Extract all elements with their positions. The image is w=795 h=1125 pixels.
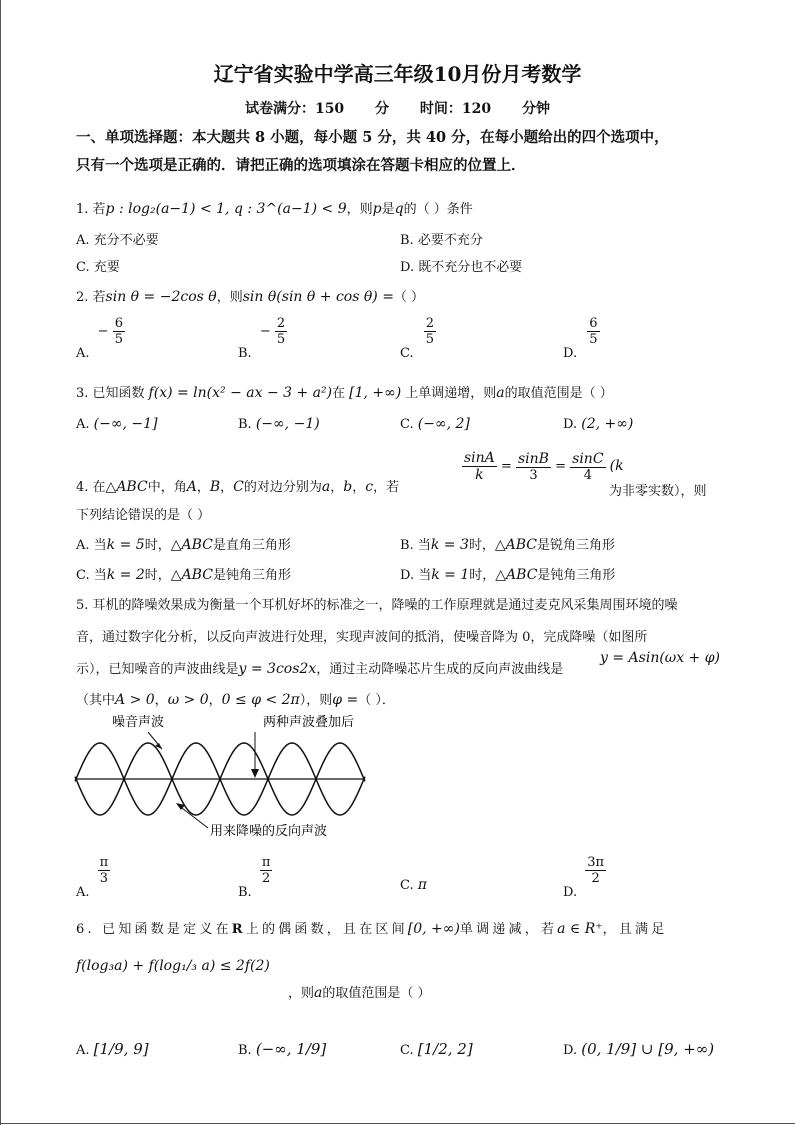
option-triangle: △ABC <box>170 537 213 553</box>
fraction-denominator: 5 <box>589 332 598 347</box>
ratio-tail: (k <box>609 458 624 474</box>
option-fraction <box>585 855 606 886</box>
option-sign: − <box>259 324 271 339</box>
q4-text-a: 中，角 <box>147 480 187 495</box>
q5-figure <box>70 712 370 847</box>
option-label: D. 当 <box>400 568 432 583</box>
fraction-denominator: 2 <box>261 871 271 886</box>
q5-option-c[interactable] <box>400 877 427 893</box>
option-when: 时， <box>468 538 495 553</box>
option-value: (−∞, −1) <box>255 416 320 432</box>
fraction-numerator: 3π <box>587 855 605 870</box>
q5-line4-prefix: （其中 <box>76 693 116 708</box>
option-label: A. <box>76 1043 90 1058</box>
option-result: 是钝角三角形 <box>537 568 616 583</box>
fraction-denominator: 5 <box>425 332 435 347</box>
q2-option-a[interactable] <box>76 316 125 361</box>
option-label: C. <box>400 1043 414 1058</box>
q4-prefix: 4. 在 <box>76 480 106 495</box>
q6-line1 <box>76 918 667 937</box>
q3-option-b[interactable] <box>238 416 320 432</box>
q5-noise-curve: y = 3cos2x <box>238 661 317 677</box>
option-when: 时， <box>144 538 171 553</box>
q5-option-d[interactable] <box>563 855 606 900</box>
fraction-denominator: 5 <box>114 332 123 347</box>
option-result: 是锐角三角形 <box>537 538 616 553</box>
fraction-numerator: π <box>99 855 109 870</box>
option-fraction <box>98 855 111 886</box>
q4-line2: 下列结论错误的是（ ） <box>76 508 211 523</box>
option-condition: k = 5 <box>106 537 145 553</box>
q6-line2-suffix: 的取值范围是（ ） <box>322 986 431 1001</box>
section-heading-line1: 一、单项选择题：本大题共 8 小题，每小题 5 分，共 40 分，在每小题给出的四个选项中， <box>76 129 669 146</box>
option-condition: k = 3 <box>430 537 469 553</box>
q6-interval: [0, +∞) <box>407 921 460 937</box>
option-triangle: △ABC <box>495 567 538 583</box>
q4-option-d[interactable] <box>400 564 615 583</box>
q5-condition-a: A > 0 <box>115 692 155 708</box>
q6-mid: 上的偶函数，且在区间 <box>245 922 408 937</box>
q4-angle-b: B <box>209 479 221 495</box>
option-result: 是直角三角形 <box>212 538 291 553</box>
q5-line3 <box>76 658 563 677</box>
fraction-numerator: π <box>261 855 271 870</box>
option-label: D. <box>563 417 578 432</box>
exam-info: 试卷满分：150 分 时间：120 分钟 <box>244 101 551 117</box>
q1-option-b[interactable]: B. 必要不充分 <box>400 233 483 248</box>
option-triangle: △ABC <box>170 567 213 583</box>
option-label: C. 当 <box>76 568 107 583</box>
q5-line1: 5. 耳机的降噪效果成为衡量一个耳机好坏的标准之一，降噪的工作原理就是通过麦克风采集周围环境的噪 <box>76 598 678 613</box>
q5-line4-suffix: （ ）． <box>358 693 395 708</box>
option-condition: k = 2 <box>106 567 145 583</box>
option-label: B. <box>238 885 252 900</box>
option-label: A. 当 <box>76 538 107 553</box>
q1-is: 是 <box>381 202 395 217</box>
fraction-denominator: 2 <box>591 871 600 886</box>
option-when: 时， <box>144 568 171 583</box>
q5-line3-prefix: 示），已知噪音的声波曲线是 <box>76 662 239 677</box>
fraction-denominator: k <box>475 467 484 483</box>
fraction-denominator: 3 <box>99 871 109 886</box>
q4-text-c: ，若 <box>373 480 400 495</box>
q2-expression: sin θ(sin θ + cos θ) = <box>242 289 394 305</box>
fraction-numerator: 6 <box>589 316 598 331</box>
label-sum: 两种声波叠加后 <box>263 715 355 730</box>
fraction-numerator: 2 <box>425 316 435 331</box>
option-value: π <box>417 877 427 893</box>
q3-a: a <box>496 385 505 401</box>
fraction-numerator: sinC <box>572 450 604 467</box>
q6-option-b[interactable] <box>238 1040 326 1058</box>
option-condition: k = 1 <box>431 567 470 583</box>
fraction-numerator: 6 <box>114 316 123 331</box>
q2-option-d[interactable] <box>563 316 600 361</box>
q1-option-a[interactable]: A. 充分不必要 <box>76 233 159 248</box>
q6-a: a <box>314 985 323 1001</box>
q5-line4-mid: ），则 <box>299 693 333 708</box>
q5-phi: φ = <box>332 692 359 708</box>
q2-prefix: 2. 若 <box>76 290 106 305</box>
fraction-denominator: 3 <box>529 467 538 483</box>
q3-interval: [1, +∞) <box>349 385 402 401</box>
q3-stem <box>76 382 613 401</box>
q4-text-b: 的对边分别为 <box>243 480 322 495</box>
fraction-denominator: 5 <box>276 332 286 347</box>
q5-option-a[interactable] <box>76 855 110 900</box>
page-border-left <box>0 0 1 1125</box>
q2-condition: sin θ = −2cos θ <box>105 289 217 305</box>
ratio-fraction-3 <box>570 451 605 483</box>
option-value: (−∞, 1/9] <box>255 1040 327 1058</box>
option-fraction <box>275 316 287 347</box>
option-label: A. <box>76 885 90 900</box>
q5-condition-phi: 0 ≤ φ < 2π <box>221 692 300 708</box>
q3-option-c[interactable] <box>400 416 470 432</box>
q2-stem <box>76 286 424 305</box>
option-when: 时， <box>469 568 496 583</box>
q6-set-r: R <box>231 922 246 937</box>
q1-option-d[interactable]: D. 既不充分也不必要 <box>400 260 523 275</box>
option-label: D. <box>563 1043 578 1058</box>
q4-stem: 4. 在△ABC中，角A，B，C的对边分别为a，b，c，若 <box>76 479 400 495</box>
q1-q: q <box>394 201 404 217</box>
page-title: 辽宁省实验中学高三年级10月份月考数学 <box>213 62 582 86</box>
q5-line4: （其中A > 0，ω > 0，0 ≤ φ < 2π），则φ =（ ）． <box>76 692 395 708</box>
q4-side-b: b <box>343 479 353 495</box>
q1-suffix: 的（ ）条件 <box>403 202 473 217</box>
option-fraction <box>587 316 599 347</box>
q6-prefix: 6. 已知函数是定义在 <box>76 922 232 937</box>
q2-option-b[interactable] <box>238 316 287 361</box>
option-value: (−∞, −1] <box>93 416 158 432</box>
option-label: C. <box>400 346 414 361</box>
q4-text-d: 为非零实数），则 <box>609 484 707 499</box>
q1-condition: p : log₂(a−1) < 1, q : 3^(a−1) < 9 <box>105 201 347 217</box>
option-label: A. <box>76 417 90 432</box>
option-value: (0, 1/9] ∪ [9, +∞) <box>581 1040 715 1058</box>
label-anti: 用来降噪的反向声波 <box>210 824 328 839</box>
q5-anti-curve <box>600 650 720 666</box>
section-heading-line2: 只有一个选项是正确的．请把正确的选项填涂在答题卡相应的位置上． <box>76 157 526 174</box>
fraction-numerator: sinB <box>517 450 549 467</box>
q1-option-c[interactable]: C. 充要 <box>76 260 120 275</box>
ratio-fraction-1 <box>462 450 497 483</box>
q2-mid: ，则 <box>216 290 243 305</box>
q3-mid2: 上单调递增，则 <box>405 386 497 401</box>
arrow-sum-head <box>251 769 259 778</box>
option-label: B. <box>238 417 252 432</box>
ratio-fraction-2 <box>516 451 551 483</box>
page-border-bottom <box>0 1123 795 1124</box>
q3-function: f(x) = ln(x² − ax − 3 + a²) <box>148 385 333 401</box>
option-fraction <box>113 316 125 347</box>
option-value: [1/2, 2] <box>417 1040 473 1058</box>
q3-suffix: 的取值范围是（ ） <box>504 386 613 401</box>
fraction-numerator: sinA <box>464 450 495 466</box>
q5-line3-mid: ，通过主动降噪芯片生成的反向声波曲线是 <box>316 662 564 677</box>
option-label: D. <box>563 346 578 361</box>
q4-angle-a: A <box>186 479 197 495</box>
option-label: C. <box>400 417 414 432</box>
q4-triangle: △ABC <box>105 479 148 495</box>
q6-line2 <box>288 982 431 1001</box>
q4-ratio: $\frac{\sin A}{k}$ = $\frac{\sin B}{3}$ = $\frac{\sin C}{4}$ (k <box>464 450 624 483</box>
q6-option-c[interactable] <box>400 1040 473 1058</box>
option-sign: − <box>97 324 109 339</box>
q5-option-b[interactable] <box>238 855 272 900</box>
fraction-denominator: 4 <box>583 467 592 483</box>
section-heading <box>76 124 726 180</box>
option-value: (2, +∞) <box>581 416 634 432</box>
option-fraction <box>424 316 436 347</box>
q5-condition-omega: ω > 0 <box>167 692 209 708</box>
q3-prefix: 3. 已知函数 <box>76 386 145 401</box>
q3-mid: 在 <box>332 386 346 401</box>
q4-side-a: a <box>321 479 331 495</box>
option-label: C. <box>400 878 414 893</box>
option-triangle: △ABC <box>494 537 538 553</box>
option-label: A. <box>76 346 90 361</box>
q3-option-a[interactable] <box>76 416 158 432</box>
option-label: D. <box>563 885 578 900</box>
q6-mid2: 单调递减，若 <box>459 922 558 937</box>
q3-option-d[interactable] <box>563 416 633 432</box>
option-label: B. 当 <box>400 538 431 553</box>
q1-p: p <box>372 201 382 217</box>
label-noise: 噪音声波 <box>112 715 165 730</box>
q4-angle-c: C <box>233 479 244 495</box>
option-value: (−∞, 2] <box>417 416 470 432</box>
arrow-anti-line <box>178 805 208 828</box>
option-label: B. <box>238 346 252 361</box>
q1-prefix: 1. 若 <box>76 202 106 217</box>
q6-inequality <box>76 958 270 974</box>
q1-mid: ，则 <box>346 202 373 217</box>
q6-option-a[interactable] <box>76 1040 149 1058</box>
q6-inequality-formula: f(log₃a) + f(log₁/₃ a) ≤ 2f(2) <box>76 958 270 974</box>
q4-option-a[interactable] <box>76 534 291 553</box>
q4-side-c: c <box>365 479 374 495</box>
option-fraction <box>260 855 273 886</box>
option-result: 是钝角三角形 <box>212 568 291 583</box>
q6-line2-prefix: ，则 <box>288 986 315 1001</box>
q6-option-d[interactable] <box>563 1040 714 1058</box>
q4-option-c[interactable] <box>76 564 291 583</box>
q2-suffix: （ ） <box>393 290 425 305</box>
q6-suffix: ，且满足 <box>602 922 668 937</box>
q6-condition: a ∈ R⁺ <box>557 921 603 937</box>
q5-line2: 音，通过数字化分析，以反向声波进行处理，实现声波间的抵消，使噪音降为 0，完成降噪（如图所 <box>76 630 648 645</box>
q2-option-c[interactable] <box>400 316 436 361</box>
option-value: [1/9, 9] <box>93 1040 149 1058</box>
q1-stem <box>76 198 473 217</box>
q5-anti-curve-formula: y = Asin(ωx + φ) <box>600 650 720 666</box>
fraction-numerator: 2 <box>276 316 286 331</box>
q4-option-b[interactable] <box>400 534 615 553</box>
option-label: B. <box>238 1043 252 1058</box>
